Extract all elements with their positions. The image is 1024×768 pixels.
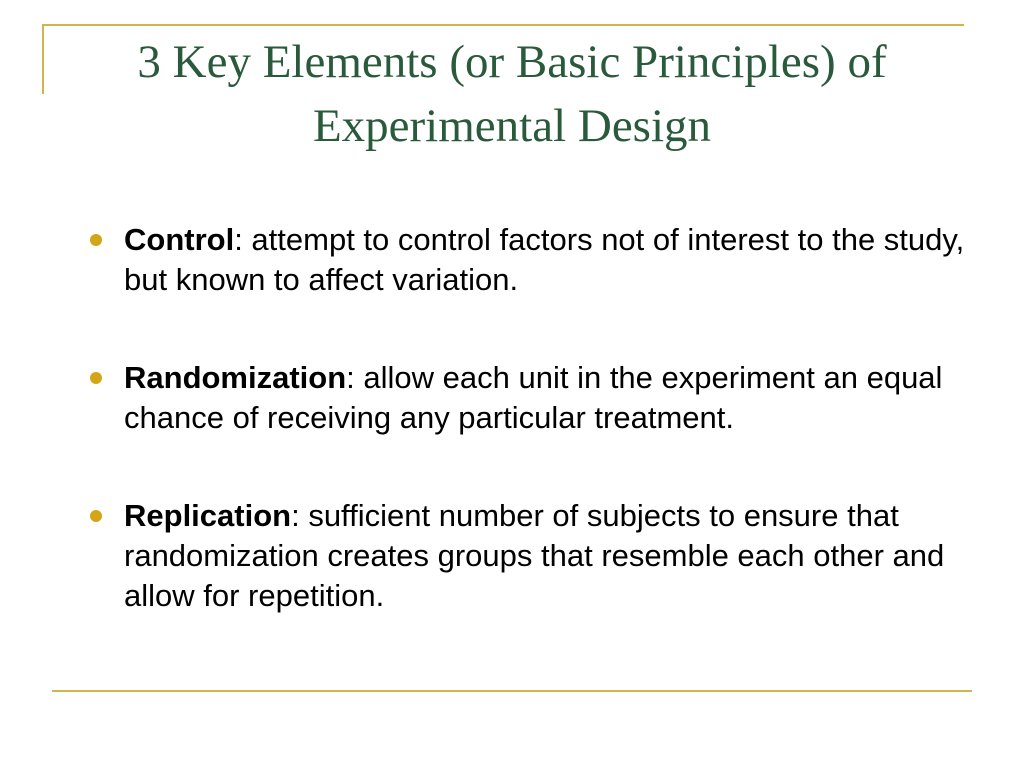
bullet-dot-icon xyxy=(90,234,102,246)
frame-bottom-line xyxy=(52,690,972,692)
bullet-text: : sufficient number of subjects to ensure that randomization creates groups that resemble each other and allow for repetition. xyxy=(124,498,945,613)
bullet-item-randomization xyxy=(88,358,968,438)
slide-title: 3 Key Elements (or Basic Principles) of Experimental Design xyxy=(137,36,887,152)
bullet-dot-icon xyxy=(90,372,102,384)
bullet-list xyxy=(88,220,968,616)
bullet-term: Replication xyxy=(124,498,292,533)
bullet-text: : allow each unit in the experiment an equal chance of receiving any particular treatment. xyxy=(124,360,943,435)
bullet-item-replication xyxy=(88,496,968,616)
frame-top-line xyxy=(42,24,964,26)
bullet-text: : attempt to control factors not of interest to the study, but known to affect variation. xyxy=(124,222,965,297)
bullet-term: Randomization xyxy=(124,360,347,395)
bullet-term: Control xyxy=(124,222,235,257)
bullet-dot-icon xyxy=(90,510,102,522)
frame-left-line xyxy=(42,24,44,94)
bullet-item-control xyxy=(88,220,968,300)
